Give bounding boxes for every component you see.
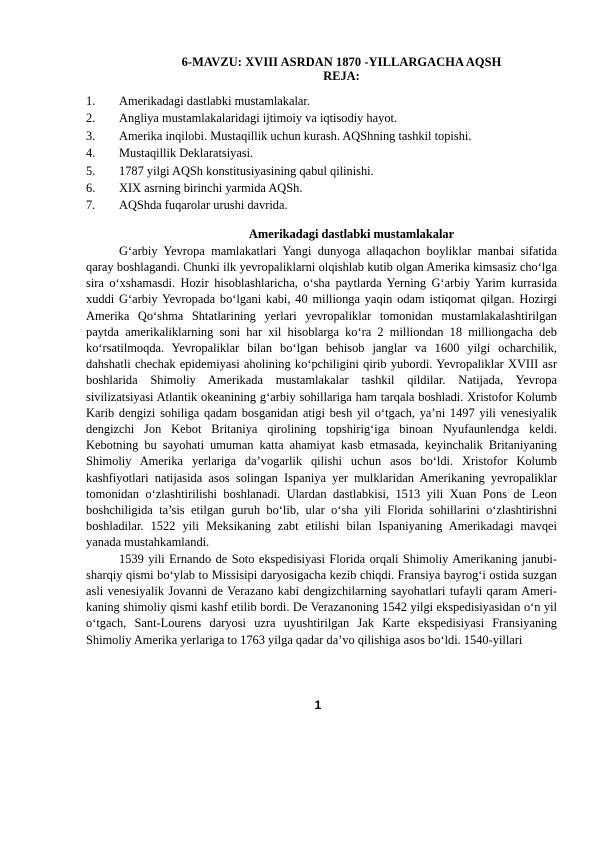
plan-item-text: Amerika inqilobi. Mustaqillik uchun kurash. AQShning tashkil topishi. — [119, 128, 472, 143]
plan-list — [86, 93, 557, 215]
plan-heading: REJA: — [323, 69, 360, 83]
plan-item-number: 5. — [86, 163, 96, 178]
section-heading: Amerikadagi dastlabki mustamlakalar — [248, 226, 455, 241]
plan-item-text: Amerikadagi dastlabki mustamlakalar. — [119, 94, 310, 108]
plan-item-number: 4. — [86, 146, 96, 161]
document-page — [86, 55, 557, 648]
page-number: 1 — [314, 698, 322, 712]
plan-item — [86, 197, 557, 214]
plan-item — [86, 180, 557, 197]
plan-item — [86, 128, 557, 145]
body-paragraph: 1539 yili Ernando de Soto ekspedisiyasi Florida orqali Shimoliy Amerikaning janubi-sharqiy qismi bo‘ylab to Missisipi daryosigacha kezib chiqdi. Fransiya bayrog‘i ostida suzgan asli venesiyalik Jovanni de Verazano kabi dengizchilarning sayohatlari tufayli qaram Ameri-kaning shimoliy qismi kashf etilib bordi. De Verazanoning 1542 yilgi ekspedisiyasidan o‘n yil o‘tgach, Sant-Lourens daryosi uzra uyushtirilgan Jak Karte ekspedisiyasi Fransiyaning Shimoliy Amerika yerlariga to 1763 yilga qadar da’vo qilishiga asos bo‘ldi. 1540-yillari — [86, 551, 557, 647]
plan-item — [86, 93, 557, 110]
document-title: 6-MAVZU: XVIII ASRDAN 1870 -YILLARGACHA AQSH — [181, 55, 502, 69]
plan-item-number: 3. — [86, 128, 96, 143]
plan-item — [86, 145, 557, 162]
plan-item-text: 1787 yilgi AQSh konstitusiyasining qabul qilinishi. — [119, 163, 374, 178]
plan-item-number: 7. — [86, 198, 96, 213]
body-paragraph: G‘arbiy Yevropa mamlakatlari Yangi dunyoga allaqachon boyliklar manbai sifatida qaray boshlagandi. Chunki ilk yevropaliklarni olqishlab kutib olgan Amerika kimsasiz cho‘lga sira o‘xshamasdi. Hozir hisoblashlaricha, o‘sha paytlarda Yerning G‘arbiy Yarim kurrasida xuddi G‘arbiy Yevropada bo‘lgani kabi, 40 millionga yaqin odam istiqomat qilgan. Hozirgi Amerika Qo‘shma Shtatlarining yerlari yevropaliklar tomonidan mustamlakalashtirilgan paytda amerikaliklarning soni har xil hisoblarga ko‘ra 2 milliondan 18 milliongacha deb ko‘rsatilmoqda. Yevropaliklar bilan bo‘lgan behisob janglar va 1600 yilgi ocharchilik, dahshatli chechak epidemiyasi aholining ko‘pchiligini qirib yubordi. Yevropaliklar XVIII asr boshlarida Shimoliy Amerikada mustamlakalar tashkil qildilar. Natijada, Yevropa sivilizatsiyasi Atlantik okeanining g‘arbiy sohillariga ham tarqala boshladi. Xristofor Kolumb Karib dengizi sohiliga qadam bosganidan atigi besh yil o‘tgach, ya’ni 1497 yili venesiyalik dengizchi Jon Kebot Britaniya qirolining topshirig‘iga binoan Nyufaunlendga keldi. Kebotning bu sayohati umuman katta ahamiyat kasb etmasada, keyinchalik Britaniyaning Shimoliy Amerika yerlariga da’vogarlik qilishi uchun asos bo‘ldi. Xristofor Kolumb kashfiyotlari natijasida asos solingan Ispaniya yer mulklaridan Amerikaning yevropaliklar tomonidan o‘zlashtirilishi boshlanadi. Ulardan dastlabkisi, 1513 yili Xuan Pons de Leon boshchiligida ta’sis etilgan guruh bo‘lib, ular o‘sha yili Florida sohillarini o‘zlashtirishni boshladilar. 1522 yili Meksikaning zabt etilishi bilan Ispaniyaning Amerikadagi mavqei yanada mustahkamlandi. — [86, 243, 557, 550]
plan-item-number: 2. — [86, 111, 96, 126]
plan-item-number: 1. — [86, 94, 96, 108]
plan-item-number: 6. — [86, 180, 96, 195]
plan-item — [86, 163, 557, 180]
plan-item-text: AQShda fuqarolar urushi davrida. — [119, 198, 288, 213]
plan-item-text: Angliya mustamlakalaridagi ijtimoiy va iqtisodiy hayot. — [119, 111, 398, 126]
plan-item-text: Mustaqillik Deklaratsiyasi. — [119, 146, 254, 161]
plan-item-text: XIX asrning birinchi yarmida AQSh. — [119, 180, 303, 195]
plan-item — [86, 110, 557, 127]
